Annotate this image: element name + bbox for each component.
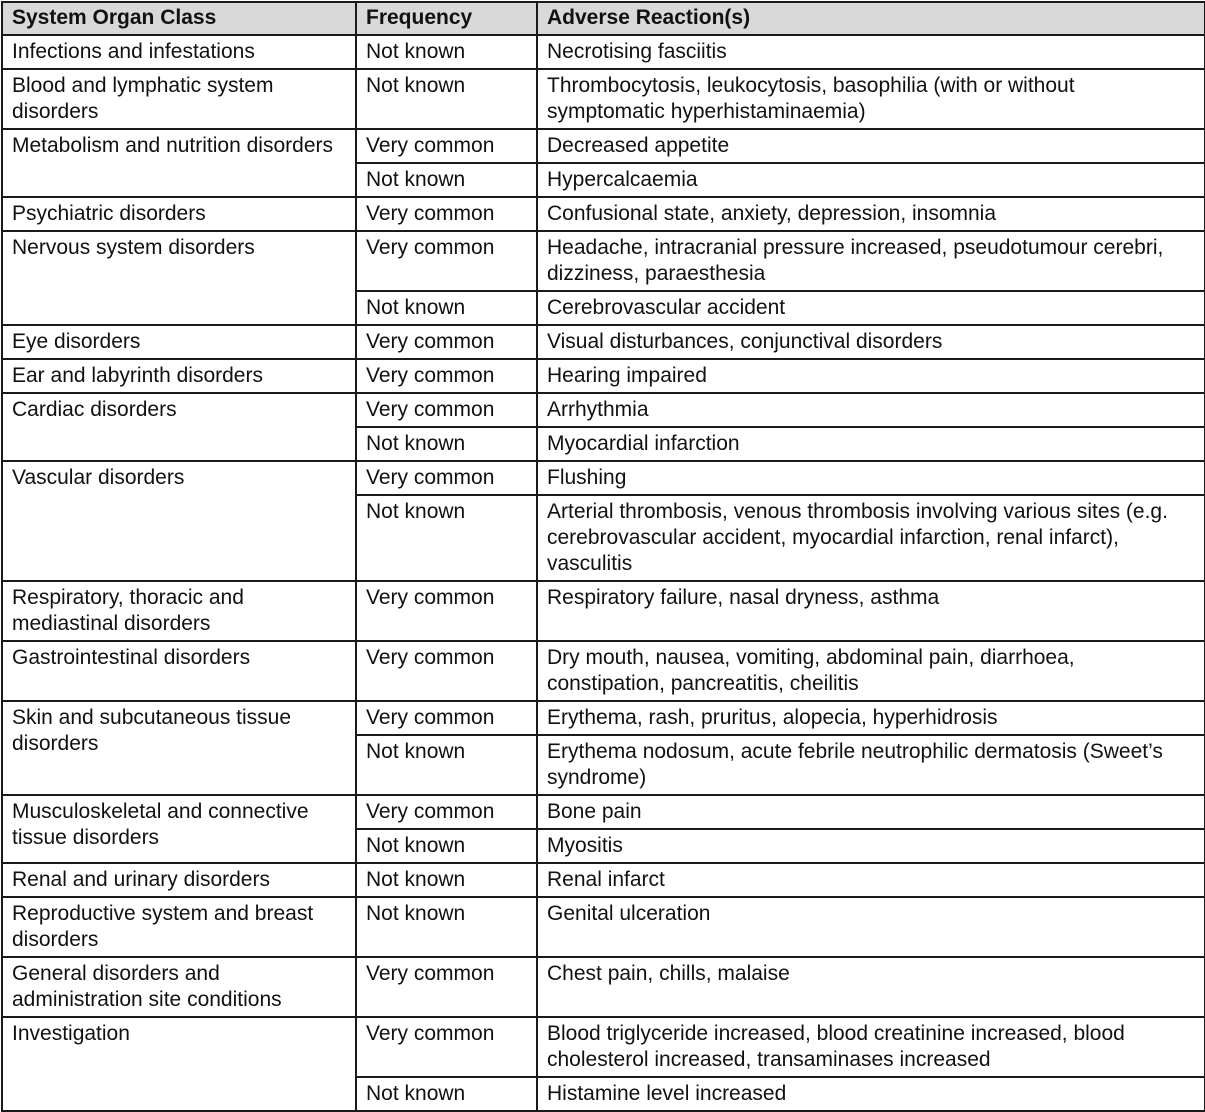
soc-cell: Metabolism and nutrition disorders <box>2 129 356 197</box>
header-adverse-reactions: Adverse Reaction(s) <box>537 2 1205 35</box>
reaction-cell: Bone pain <box>537 795 1205 829</box>
frequency-cell: Not known <box>356 69 537 129</box>
reaction-cell: Erythema nodosum, acute febrile neutrophilic dermatosis (Sweet’s syndrome) <box>537 735 1205 795</box>
frequency-cell: Not known <box>356 897 537 957</box>
frequency-cell: Very common <box>356 393 537 427</box>
table-row <box>2 35 1205 69</box>
header-row <box>2 2 1205 35</box>
header-frequency: Frequency <box>356 2 537 35</box>
reaction-cell: Hypercalcaemia <box>537 163 1205 197</box>
frequency-cell: Not known <box>356 829 537 863</box>
soc-cell: Skin and subcutaneous tissue disorders <box>2 701 356 795</box>
frequency-cell: Very common <box>356 1017 537 1077</box>
soc-cell: Musculoskeletal and connective tissue disorders <box>2 795 356 863</box>
frequency-cell: Not known <box>356 163 537 197</box>
reaction-cell: Visual disturbances, conjunctival disorders <box>537 325 1205 359</box>
frequency-cell: Very common <box>356 581 537 641</box>
reaction-cell: Chest pain, chills, malaise <box>537 957 1205 1017</box>
reaction-cell: Arterial thrombosis, venous thrombosis involving various sites (e.g. cerebrovascular accident, myocardial infarction, renal infarct), vasculitis <box>537 495 1205 581</box>
frequency-cell: Very common <box>356 701 537 735</box>
frequency-cell: Not known <box>356 427 537 461</box>
adverse-reactions-table <box>1 1 1205 1112</box>
soc-cell: Vascular disorders <box>2 461 356 581</box>
frequency-cell: Not known <box>356 35 537 69</box>
table-row <box>2 393 1205 427</box>
reaction-cell: Confusional state, anxiety, depression, insomnia <box>537 197 1205 231</box>
soc-cell: Ear and labyrinth disorders <box>2 359 356 393</box>
soc-cell: General disorders and administration site conditions <box>2 957 356 1017</box>
table-body <box>2 35 1205 1111</box>
table-row <box>2 957 1205 1017</box>
table-row <box>2 641 1205 701</box>
reaction-cell: Headache, intracranial pressure increased, pseudotumour cerebri, dizziness, paraesthesia <box>537 231 1205 291</box>
reaction-cell: Dry mouth, nausea, vomiting, abdominal pain, diarrhoea, constipation, pancreatitis, cheilitis <box>537 641 1205 701</box>
table-row <box>2 129 1205 163</box>
reaction-cell: Hearing impaired <box>537 359 1205 393</box>
table-row <box>2 897 1205 957</box>
table-row <box>2 325 1205 359</box>
table-row <box>2 795 1205 829</box>
reaction-cell: Flushing <box>537 461 1205 495</box>
reaction-cell: Histamine level increased <box>537 1077 1205 1111</box>
frequency-cell: Not known <box>356 495 537 581</box>
table-row <box>2 581 1205 641</box>
frequency-cell: Not known <box>356 735 537 795</box>
soc-cell: Infections and infestations <box>2 35 356 69</box>
reaction-cell: Blood triglyceride increased, blood creatinine increased, blood cholesterol increased, transaminases increased <box>537 1017 1205 1077</box>
table-row <box>2 359 1205 393</box>
reaction-cell: Genital ulceration <box>537 897 1205 957</box>
soc-cell: Blood and lymphatic system disorders <box>2 69 356 129</box>
frequency-cell: Not known <box>356 1077 537 1111</box>
frequency-cell: Very common <box>356 129 537 163</box>
reaction-cell: Decreased appetite <box>537 129 1205 163</box>
frequency-cell: Very common <box>356 197 537 231</box>
soc-cell: Cardiac disorders <box>2 393 356 461</box>
table-row <box>2 701 1205 735</box>
reaction-cell: Renal infarct <box>537 863 1205 897</box>
soc-cell: Eye disorders <box>2 325 356 359</box>
reaction-cell: Necrotising fasciitis <box>537 35 1205 69</box>
frequency-cell: Very common <box>356 461 537 495</box>
table-header <box>2 2 1205 35</box>
table-row <box>2 1017 1205 1077</box>
frequency-cell: Very common <box>356 231 537 291</box>
reaction-cell: Myocardial infarction <box>537 427 1205 461</box>
soc-cell: Gastrointestinal disorders <box>2 641 356 701</box>
frequency-cell: Very common <box>356 641 537 701</box>
soc-cell: Renal and urinary disorders <box>2 863 356 897</box>
reaction-cell: Myositis <box>537 829 1205 863</box>
table-row <box>2 197 1205 231</box>
soc-cell: Psychiatric disorders <box>2 197 356 231</box>
frequency-cell: Not known <box>356 291 537 325</box>
frequency-cell: Very common <box>356 795 537 829</box>
reaction-cell: Thrombocytosis, leukocytosis, basophilia (with or without symptomatic hyperhistaminaemia) <box>537 69 1205 129</box>
reaction-cell: Cerebrovascular accident <box>537 291 1205 325</box>
frequency-cell: Not known <box>356 863 537 897</box>
table-row <box>2 461 1205 495</box>
reaction-cell: Respiratory failure, nasal dryness, asthma <box>537 581 1205 641</box>
frequency-cell: Very common <box>356 325 537 359</box>
soc-cell: Reproductive system and breast disorders <box>2 897 356 957</box>
reaction-cell: Erythema, rash, pruritus, alopecia, hyperhidrosis <box>537 701 1205 735</box>
table-row <box>2 863 1205 897</box>
table-row <box>2 69 1205 129</box>
table-row <box>2 231 1205 291</box>
reaction-cell: Arrhythmia <box>537 393 1205 427</box>
frequency-cell: Very common <box>356 359 537 393</box>
header-system-organ-class: System Organ Class <box>2 2 356 35</box>
soc-cell: Investigation <box>2 1017 356 1111</box>
frequency-cell: Very common <box>356 957 537 1017</box>
soc-cell: Nervous system disorders <box>2 231 356 325</box>
soc-cell: Respiratory, thoracic and mediastinal disorders <box>2 581 356 641</box>
